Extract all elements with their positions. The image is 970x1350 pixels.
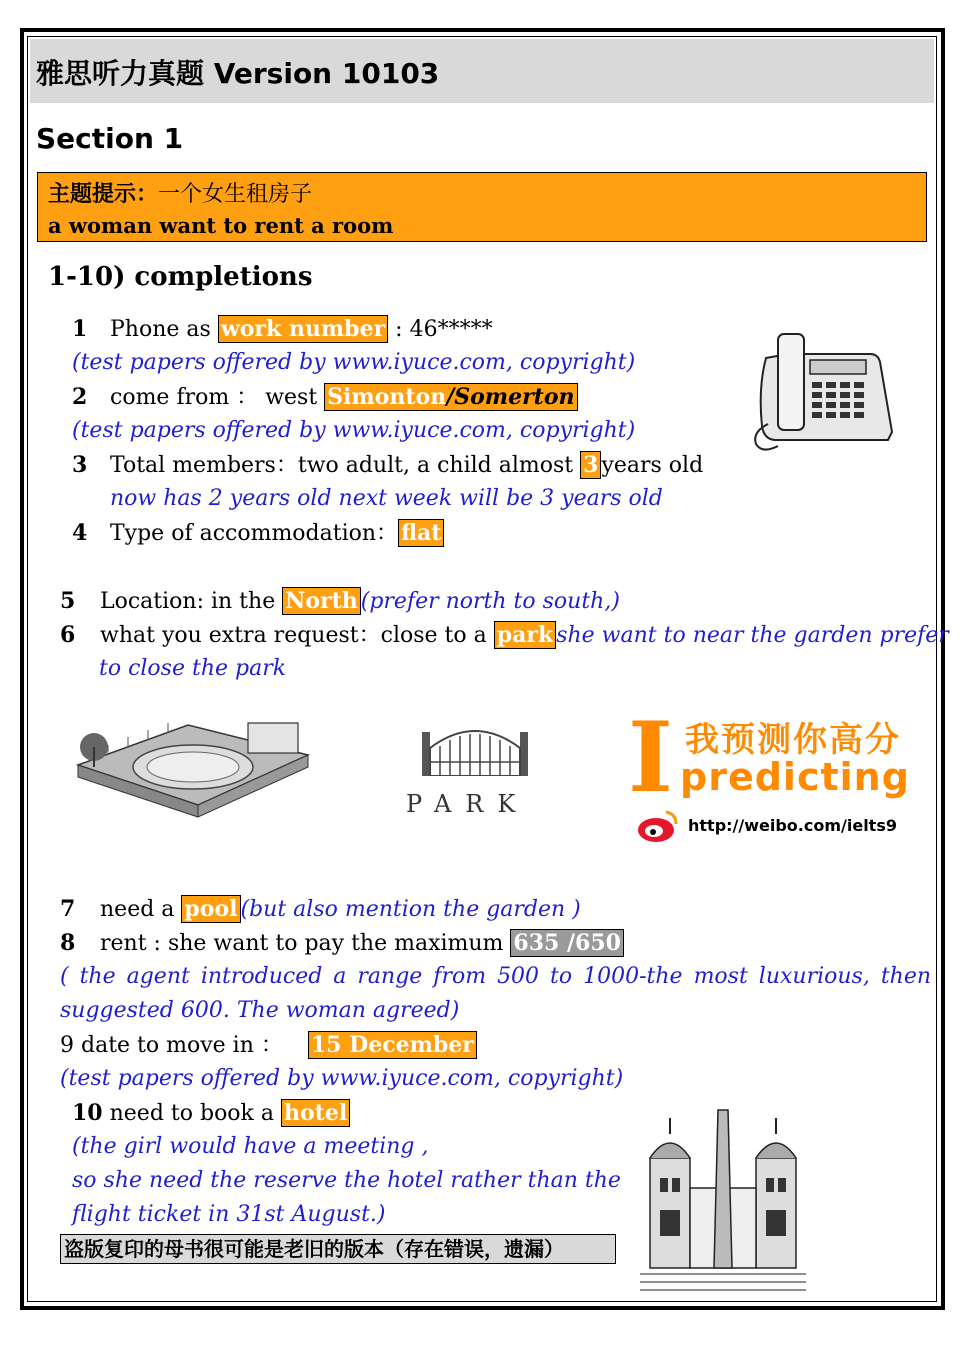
question-text: date to move in ： — [74, 1033, 290, 1058]
answer-highlight: North — [282, 587, 361, 615]
answer-note: now has 2 years old next week will be 3 years old — [110, 486, 663, 511]
answer-note-continued: suggested 600. The woman agreed) — [60, 998, 460, 1023]
question-text: Total members：two adult, a child almost — [110, 453, 581, 478]
question-number: 4 — [72, 520, 88, 546]
logo-word: predicting — [680, 755, 910, 799]
logo-slogan: 我预测你高分 — [685, 720, 901, 760]
copyright-note: (test papers offered by www.iyuce.com, copyright) — [72, 418, 636, 443]
question-text: Phone as — [110, 317, 218, 342]
question-number: 9 — [60, 1033, 74, 1058]
question-7 — [60, 894, 581, 925]
question-10 — [72, 1098, 350, 1129]
question-number: 2 — [72, 384, 88, 410]
answer-highlight: flat — [398, 519, 444, 547]
answer-note-continued: to close the park — [99, 656, 287, 681]
question-number: 6 — [60, 622, 76, 648]
question-text: need to book a — [102, 1101, 281, 1126]
answer-highlight: pool — [181, 895, 240, 923]
question-1 — [72, 314, 493, 345]
copyright-note: (test papers offered by www.iyuce.com, copyright) — [60, 1066, 624, 1091]
question-6 — [60, 620, 949, 651]
question-number: 7 — [60, 896, 76, 922]
park-gate-icon — [420, 718, 530, 776]
question-9 — [60, 1030, 477, 1061]
answer-note-continued: flight ticket in 31st August.) — [72, 1202, 386, 1227]
answer-highlight: park — [494, 621, 556, 649]
answer-note: (the girl would have a meeting , — [72, 1134, 429, 1159]
topic-text-en: a woman want to rent a room — [48, 213, 394, 238]
pool-garden-icon — [68, 695, 318, 825]
weibo-icon — [636, 808, 680, 844]
piracy-warning: 盗版复印的母书很可能是老旧的版本（存在错误，遗漏） — [60, 1234, 616, 1264]
answer-part-a: Simonton — [327, 384, 447, 410]
question-number: 10 — [72, 1100, 103, 1126]
logo-url: http://weibo.com/ielts9 — [688, 816, 897, 835]
question-text: what you extra request：close to a — [100, 623, 494, 648]
question-text: rent : she want to pay the maximum — [100, 931, 511, 956]
answer-part-b: /Somerton — [446, 384, 575, 410]
answer-highlight: work number — [218, 315, 388, 343]
question-text: need a — [100, 897, 182, 922]
section-title: Section 1 — [36, 122, 184, 155]
telephone-icon — [748, 328, 898, 458]
copyright-note: (test papers offered by www.iyuce.com, copyright) — [72, 350, 636, 375]
question-number: 5 — [60, 588, 76, 614]
answer-highlight: 15 December — [308, 1031, 477, 1059]
question-text: come from ： west — [110, 385, 325, 410]
question-text: Location: in the — [100, 589, 283, 614]
question-4 — [72, 518, 444, 549]
logo-letter: I — [628, 701, 673, 814]
question-2 — [72, 382, 578, 413]
question-3 — [72, 450, 703, 481]
answer-note: (prefer north to south,) — [360, 589, 620, 614]
answer-note: (but also mention the garden ) — [240, 897, 581, 922]
answer-highlight: 3 — [580, 451, 601, 479]
completions-heading: 1-10) completions — [48, 262, 313, 292]
answer-highlight: hotel — [281, 1099, 350, 1127]
question-number: 3 — [72, 452, 88, 478]
question-number: 8 — [60, 930, 76, 956]
question-number: 1 — [72, 316, 88, 342]
answer-note-continued: so she need the reserve the hotel rather than the — [72, 1168, 621, 1193]
topic-line-cn — [48, 177, 312, 208]
answer-highlight — [324, 383, 577, 411]
page-title: 雅思听力真题 Version 10103 — [36, 57, 440, 90]
question-5 — [60, 586, 620, 617]
question-text: Type of accommodation： — [110, 521, 399, 546]
answer-note: ( the agent introduced a range from 500 to 1000-the most luxurious, then — [60, 964, 932, 989]
answer-note: she want to near the garden prefer — [556, 623, 949, 648]
park-label: PARK — [406, 790, 530, 818]
answer-highlight: 635 /650 — [510, 929, 624, 957]
question-suffix: years old — [601, 453, 704, 478]
topic-label: 主题提示： — [48, 181, 159, 207]
topic-text-cn: 一个女生租房子 — [158, 182, 313, 207]
church-icon — [640, 1098, 806, 1298]
question-8 — [60, 928, 624, 959]
question-suffix: : 46***** — [388, 317, 493, 342]
